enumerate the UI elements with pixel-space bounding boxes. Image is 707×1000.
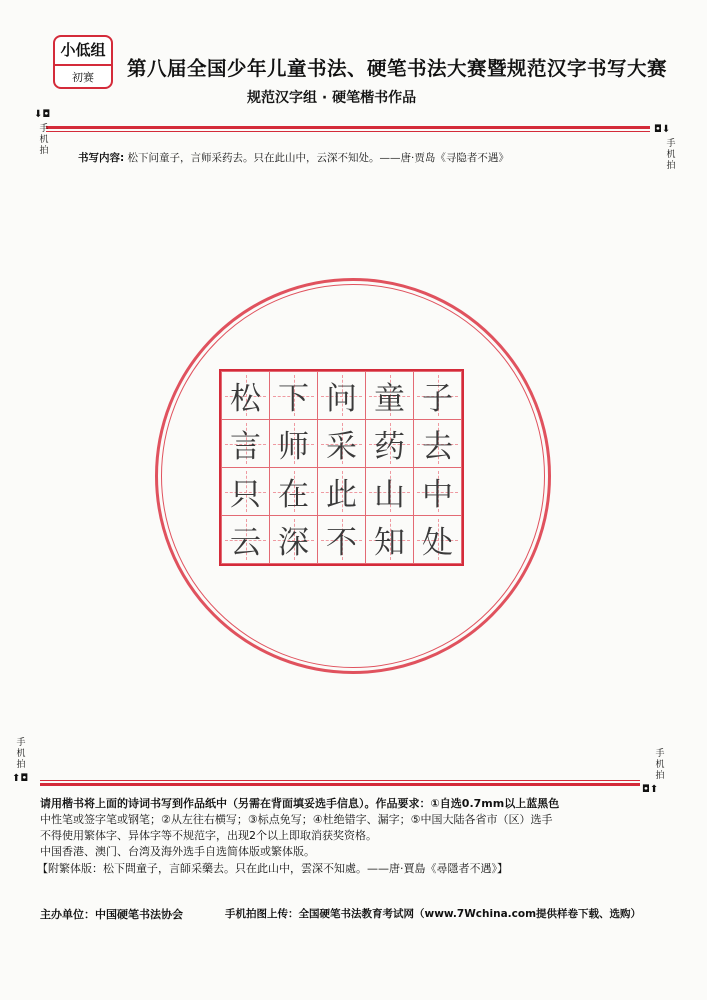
page-title: 第八届全国少年儿童书法、硬笔书法大赛暨规范汉字书写大赛	[127, 57, 668, 80]
grid-char: 去	[422, 429, 453, 465]
instructions-line-4: 中国香港、澳门、台湾及海外选手自选简体版或繁体版。	[40, 845, 315, 858]
grid-char: 不	[326, 525, 357, 561]
grid-cell	[221, 467, 270, 516]
grid-char: 松	[230, 381, 261, 417]
arrow-up-icon: ⬆	[12, 773, 21, 784]
grid-cell	[365, 419, 414, 468]
grid-char: 中	[422, 477, 453, 513]
grid-char: 问	[326, 381, 357, 417]
phone-mark-bottom-right	[642, 785, 658, 795]
grid-cell	[365, 515, 414, 564]
grid-char: 童	[374, 381, 405, 417]
phone-label-top-left: 手机拍	[39, 124, 49, 156]
grid-cell	[269, 371, 318, 420]
grid-cell	[269, 419, 318, 468]
top-rule-thick	[46, 126, 650, 129]
grid-char: 处	[422, 525, 453, 561]
phone-label-top-right: 手机拍	[666, 139, 676, 171]
grid-char: 药	[374, 429, 405, 465]
arrow-down-icon: ⬇	[34, 109, 43, 120]
grid-cell	[413, 515, 462, 564]
phone-mark-bottom-left	[12, 774, 28, 784]
grid-cell	[221, 371, 270, 420]
grid-cell	[413, 419, 462, 468]
writing-content	[78, 150, 509, 165]
writing-content-text: 松下问童子，言师采药去。只在此山中，云深不知处。——唐·贾岛《寻隐者不遇》	[127, 152, 509, 164]
instructions-traditional: 【附繁体版：松下問童子，言師采藥去。只在此山中，雲深不知處。——唐·賈島《尋隱者不遇》】	[37, 862, 508, 875]
footer-upload: 手机拍图上传：全国硬笔书法教育考试网（www.7Wchina.com提供样卷下载、选购）	[225, 908, 642, 920]
grid-char: 采	[326, 429, 357, 465]
top-rule-thin	[46, 131, 650, 132]
phone-label-bottom-right: 手机拍	[655, 749, 665, 781]
grid-cell	[317, 515, 366, 564]
footer-organizer: 主办单位：中国硬笔书法协会	[40, 908, 183, 921]
phone-label-bottom-left: 手机拍	[16, 738, 26, 770]
grid-char: 山	[374, 477, 405, 513]
bottom-rule-thin	[40, 780, 640, 781]
grid-cell	[317, 467, 366, 516]
grid-char: 只	[230, 477, 261, 513]
grid-cell	[365, 371, 414, 420]
grid-char: 深	[278, 525, 309, 561]
grid-char: 在	[278, 477, 309, 513]
grid-cell	[365, 467, 414, 516]
grid-char: 知	[374, 525, 405, 561]
instructions-line-1: 请用楷书将上面的诗词书写到作品纸中（另需在背面填妥选手信息）。作品要求：①自选0.7mm以上蓝黑色	[40, 797, 560, 810]
camera-icon: ◘	[642, 784, 650, 795]
page-subtitle: 规范汉字组 · 硬笔楷书作品	[247, 90, 417, 106]
writing-content-label: 书写内容:	[78, 152, 125, 164]
grid-cell	[317, 371, 366, 420]
arrow-down-icon: ⬇	[661, 124, 671, 135]
grid-char: 子	[422, 381, 453, 417]
instructions-line-3: 不得使用繁体字、异体字等不规范字，出现2个以上即取消获奖资格。	[40, 829, 377, 842]
phone-mark-top-right	[654, 125, 670, 135]
grid-cell	[413, 467, 462, 516]
grid-cell	[269, 467, 318, 516]
grid-cell	[221, 419, 270, 468]
grid-cell	[413, 371, 462, 420]
badge-group: 小低组	[60, 41, 106, 59]
camera-icon: ◘	[42, 109, 51, 120]
camera-icon: ◘	[20, 773, 29, 784]
grid-char: 师	[278, 429, 309, 465]
grid-cell	[317, 419, 366, 468]
camera-icon: ◘	[654, 124, 662, 135]
grid-cell	[269, 515, 318, 564]
instructions-line-2: 中性笔或签字笔或钢笔；②从左往右横写；③标点免写；④杜绝错字、漏字；⑤中国大陆各省市（区）选手	[40, 813, 553, 826]
bottom-rule-thick	[40, 783, 640, 786]
grid-char: 言	[230, 429, 261, 465]
grid-char: 此	[326, 477, 357, 513]
badge-round: 初赛	[55, 64, 111, 89]
grid-char: 云	[230, 525, 261, 561]
writing-grid	[219, 369, 464, 566]
grid-char: 下	[278, 381, 309, 417]
group-badge	[53, 35, 113, 89]
grid-cell	[221, 515, 270, 564]
phone-mark-top-left	[34, 110, 50, 120]
arrow-up-icon: ⬆	[649, 784, 659, 795]
